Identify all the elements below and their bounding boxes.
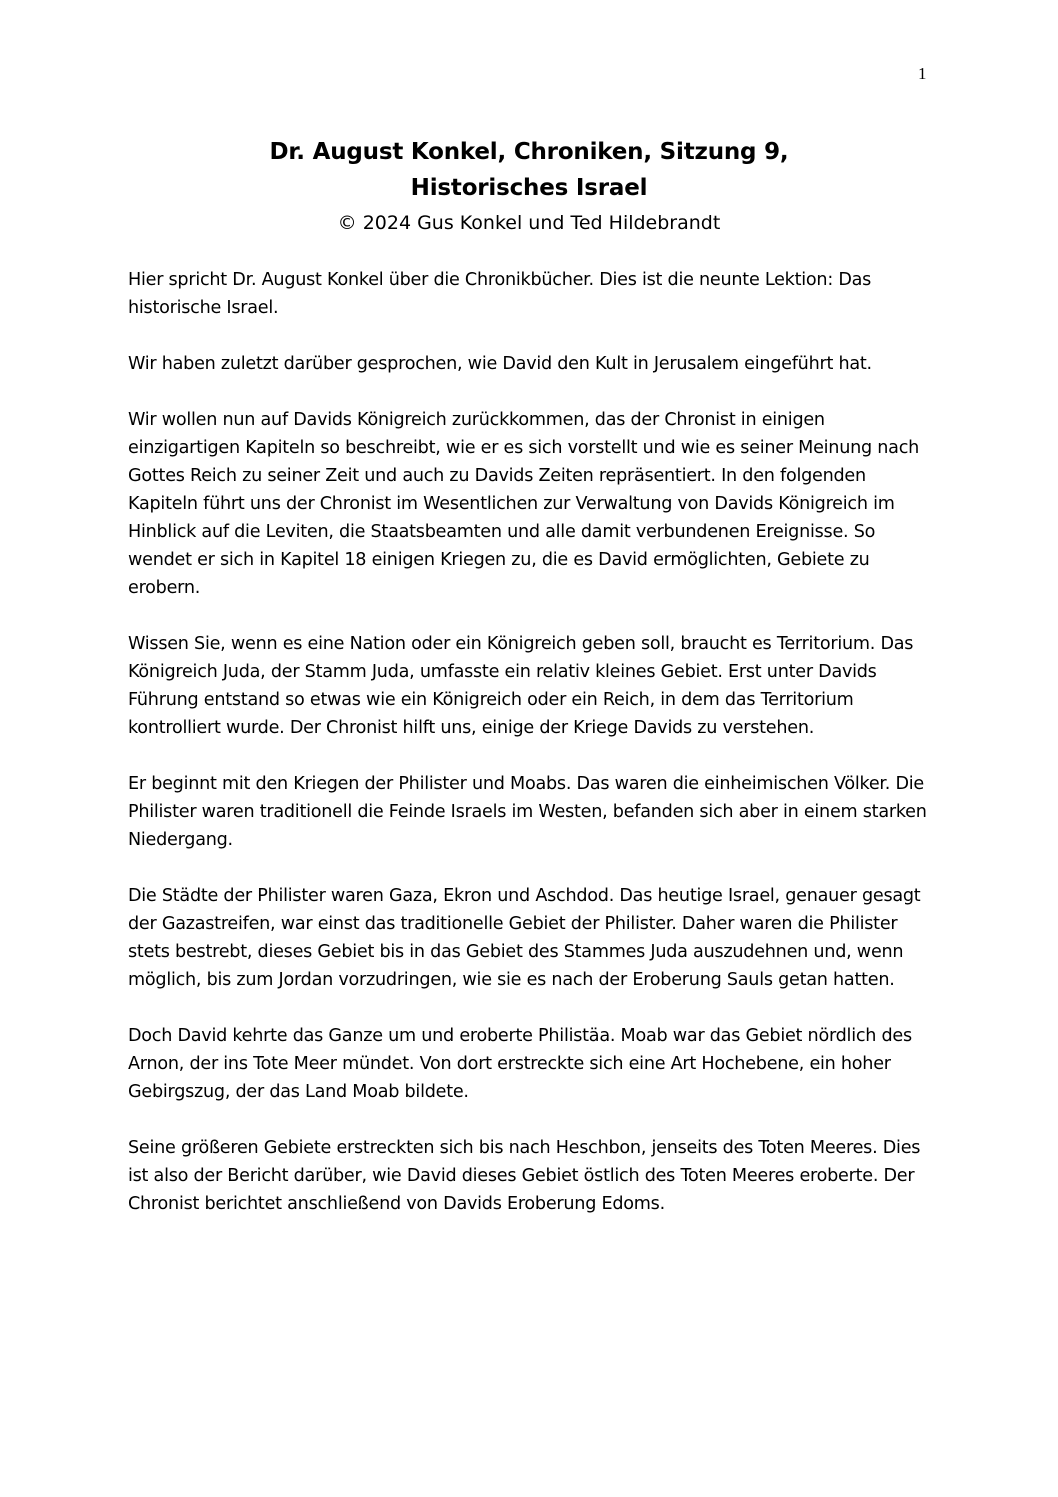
- paragraph: Wir wollen nun auf Davids Königreich zurückkommen, das der Chronist in einigen einzigartigen Kapiteln so beschreibt, wie er es sich vorstellt und wie es seiner Meinung nach Gottes Reich zu seiner Zeit und auch zu Davids Zeiten repräsentiert. In den folgenden Kapiteln führt uns der Chronist im Wesentlichen zur Verwaltung von Davids Königreich im Hinblick auf die Leviten, die Staatsbeamten und alle damit verbundenen Ereignisse. So wendet er sich in Kapitel 18 einigen Kriegen zu, die es David ermöglichten, Gebiete zu erobern.: [128, 410, 920, 598]
- paragraph: Seine größeren Gebiete erstreckten sich bis nach Heschbon, jenseits des Toten Meeres. Dies ist also der Bericht darüber, wie David dieses Gebiet östlich des Toten Meeres eroberte. Der Chronist berichtet anschließend von Davids Eroberung Edoms.: [128, 1138, 921, 1214]
- paragraph: Er beginnt mit den Kriegen der Philister und Moabs. Das waren die einheimischen Völker. Die Philister waren traditionell die Feinde Israels im Westen, befanden sich aber in einem starken Niedergang.: [128, 774, 927, 850]
- paragraph: Hier spricht Dr. August Konkel über die Chronikbücher. Dies ist die neunte Lektion: Das historische Israel.: [128, 270, 872, 318]
- page-number: 1: [918, 64, 927, 83]
- document-title-line-2: Historisches Israel: [410, 175, 648, 201]
- paragraph: Doch David kehrte das Ganze um und eroberte Philistäa. Moab war das Gebiet nördlich des Arnon, der ins Tote Meer mündet. Von dort erstreckte sich eine Art Hochebene, ein hoher Gebirgszug, der das Land Moab bildete.: [128, 1026, 912, 1102]
- paragraph: Die Städte der Philister waren Gaza, Ekron und Aschdod. Das heutige Israel, genauer gesagt der Gazastreifen, war einst das traditionelle Gebiet der Philister. Daher waren die Philister stets bestrebt, dieses Gebiet bis in das Gebiet des Stammes Juda auszudehnen und, wenn möglich, bis zum Jordan vorzudringen, wie sie es nach der Eroberung Sauls getan hatten.: [128, 886, 921, 990]
- copyright-notice: © 2024 Gus Konkel und Ted Hildebrandt: [337, 212, 721, 234]
- paragraph: Wir haben zuletzt darüber gesprochen, wie David den Kult in Jerusalem eingeführt hat.: [128, 354, 872, 374]
- paragraph: Wissen Sie, wenn es eine Nation oder ein Königreich geben soll, braucht es Territorium. Das Königreich Juda, der Stamm Juda, umfasste ein relativ kleines Gebiet. Erst unter Davids Führung entstand so etwas wie ein Königreich oder ein Reich, in dem das Territorium kontrolliert wurde. Der Chronist hilft uns, einige der Kriege Davids zu verstehen.: [128, 634, 914, 738]
- document-header: [0, 134, 1058, 238]
- document-title-line-1: Dr. August Konkel, Chroniken, Sitzung 9,: [269, 139, 789, 165]
- document-body: [128, 266, 928, 1246]
